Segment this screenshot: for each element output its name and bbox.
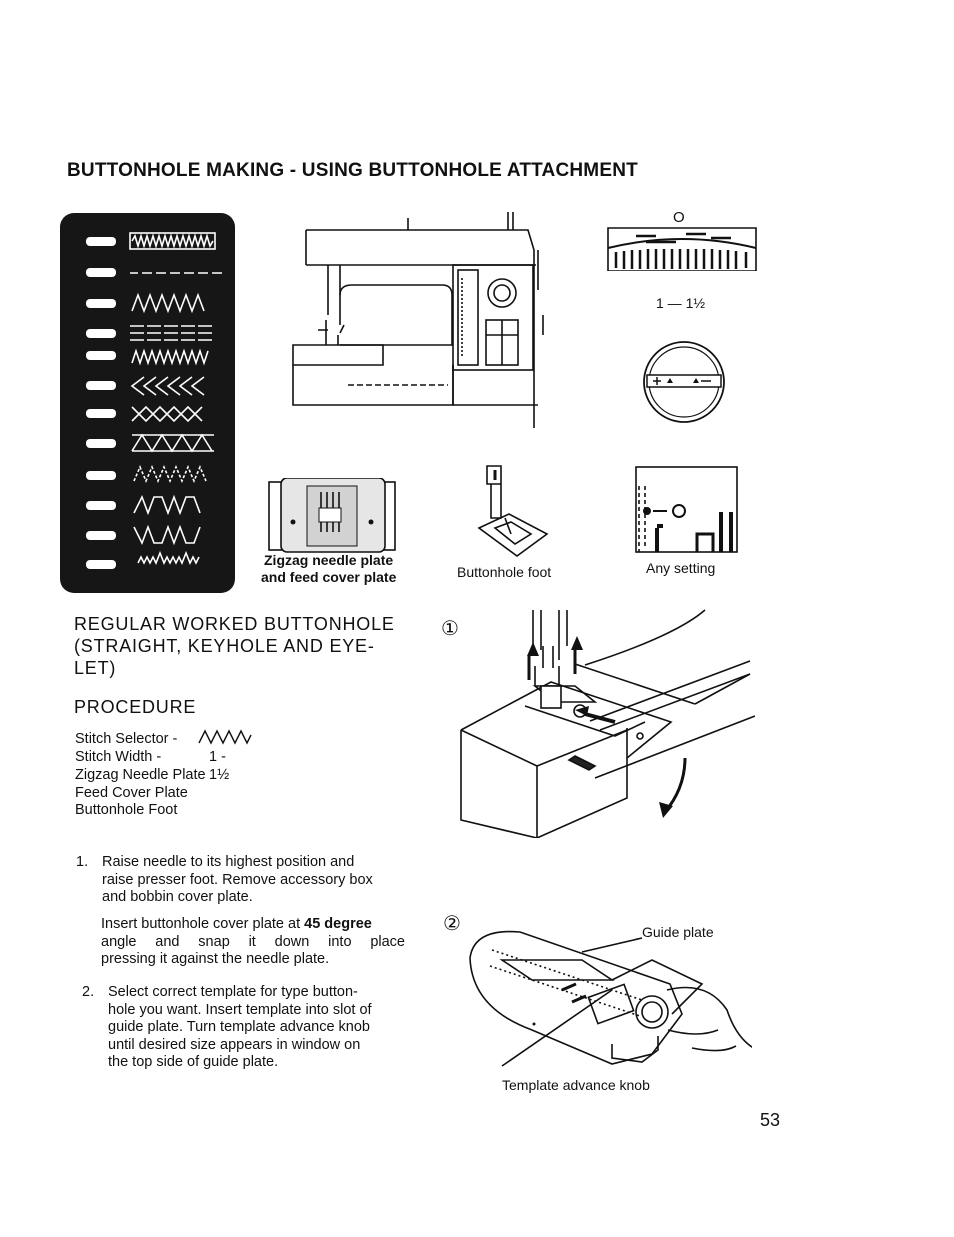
needle-plate-item: Zigzag Needle Plate <box>75 767 206 783</box>
procedure-heading: PROCEDURE <box>74 697 197 717</box>
plate-caption-line1: Zigzag needle plate <box>264 552 394 568</box>
figure-1-attachment-illustration <box>455 606 755 838</box>
step-1-line: raise presser foot. Remove accessory box <box>102 871 373 888</box>
step-2-line: the top side of guide plate. <box>108 1054 279 1070</box>
step-2-line: guide plate. Turn template advance knob <box>108 1019 370 1035</box>
section-heading-line3: LET) <box>74 658 117 678</box>
step-1 <box>76 854 416 914</box>
template-knob-caption: Template advance knob <box>502 1077 650 1093</box>
figure-1-label: ① <box>441 618 459 640</box>
substep-angle: 45 degree <box>304 916 372 932</box>
foot-caption: Buttonhole foot <box>457 564 552 580</box>
dial-top-mark: O <box>673 209 685 226</box>
step-1-substep <box>101 916 411 969</box>
section-heading-line2: (STRAIGHT, KEYHOLE AND EYE- <box>74 636 375 656</box>
sewing-machine-illustration <box>288 210 550 428</box>
figure-2-guide-plate-illustration <box>462 920 752 1078</box>
setting-caption: Any setting <box>646 560 716 576</box>
feed-cover-item: Feed Cover Plate <box>75 784 188 801</box>
stitch-width-value: 1 - 1½ <box>209 749 230 783</box>
stitch-width-dial <box>606 226 758 271</box>
step-1-line: and bobbin cover plate. <box>102 889 253 905</box>
guide-plate-caption: Guide plate <box>642 924 714 940</box>
step-2-line: until desired size appears in window on <box>108 1036 361 1053</box>
step-2 <box>82 984 422 1076</box>
needle-plate-illustration <box>267 478 397 554</box>
buttonhole-foot-item: Buttonhole Foot <box>75 802 178 818</box>
procedure-list <box>75 731 230 820</box>
figure-2-label: ② <box>443 913 461 935</box>
dial-setting-label: 1 — 1½ <box>656 295 706 311</box>
buttonhole-foot-illustration <box>475 462 550 560</box>
step-1-number: 1. <box>76 854 89 870</box>
substep-text: Insert buttonhole cover plate at <box>101 916 305 932</box>
zigzag-symbol-icon <box>197 729 255 745</box>
page-title: BUTTONHOLE MAKING - USING BUTTONHOLE ATTACHMENT <box>67 160 638 181</box>
step-2-line: hole you want. Insert template into slot of <box>108 1001 372 1018</box>
step-2-line: Select correct template for type button- <box>108 984 358 1000</box>
page-number: 53 <box>760 1110 781 1130</box>
stitch-pattern-panel <box>60 213 235 593</box>
stitch-selector-label: Stitch Selector - <box>75 731 178 747</box>
substep-line2: angle and snap it down into place <box>101 933 405 950</box>
step-2-number: 2. <box>82 984 95 1000</box>
step-1-line: Raise needle to its highest position and <box>102 854 355 870</box>
substep-line3: pressing it against the needle plate. <box>101 951 330 967</box>
plate-caption-line2: and feed cover plate <box>261 569 397 585</box>
stitch-width-label: Stitch Width - <box>75 749 162 765</box>
setting-indicator-illustration <box>635 466 738 553</box>
width-indicator-knob <box>641 339 727 425</box>
section-heading-line1: REGULAR WORKED BUTTONHOLE <box>74 614 395 634</box>
